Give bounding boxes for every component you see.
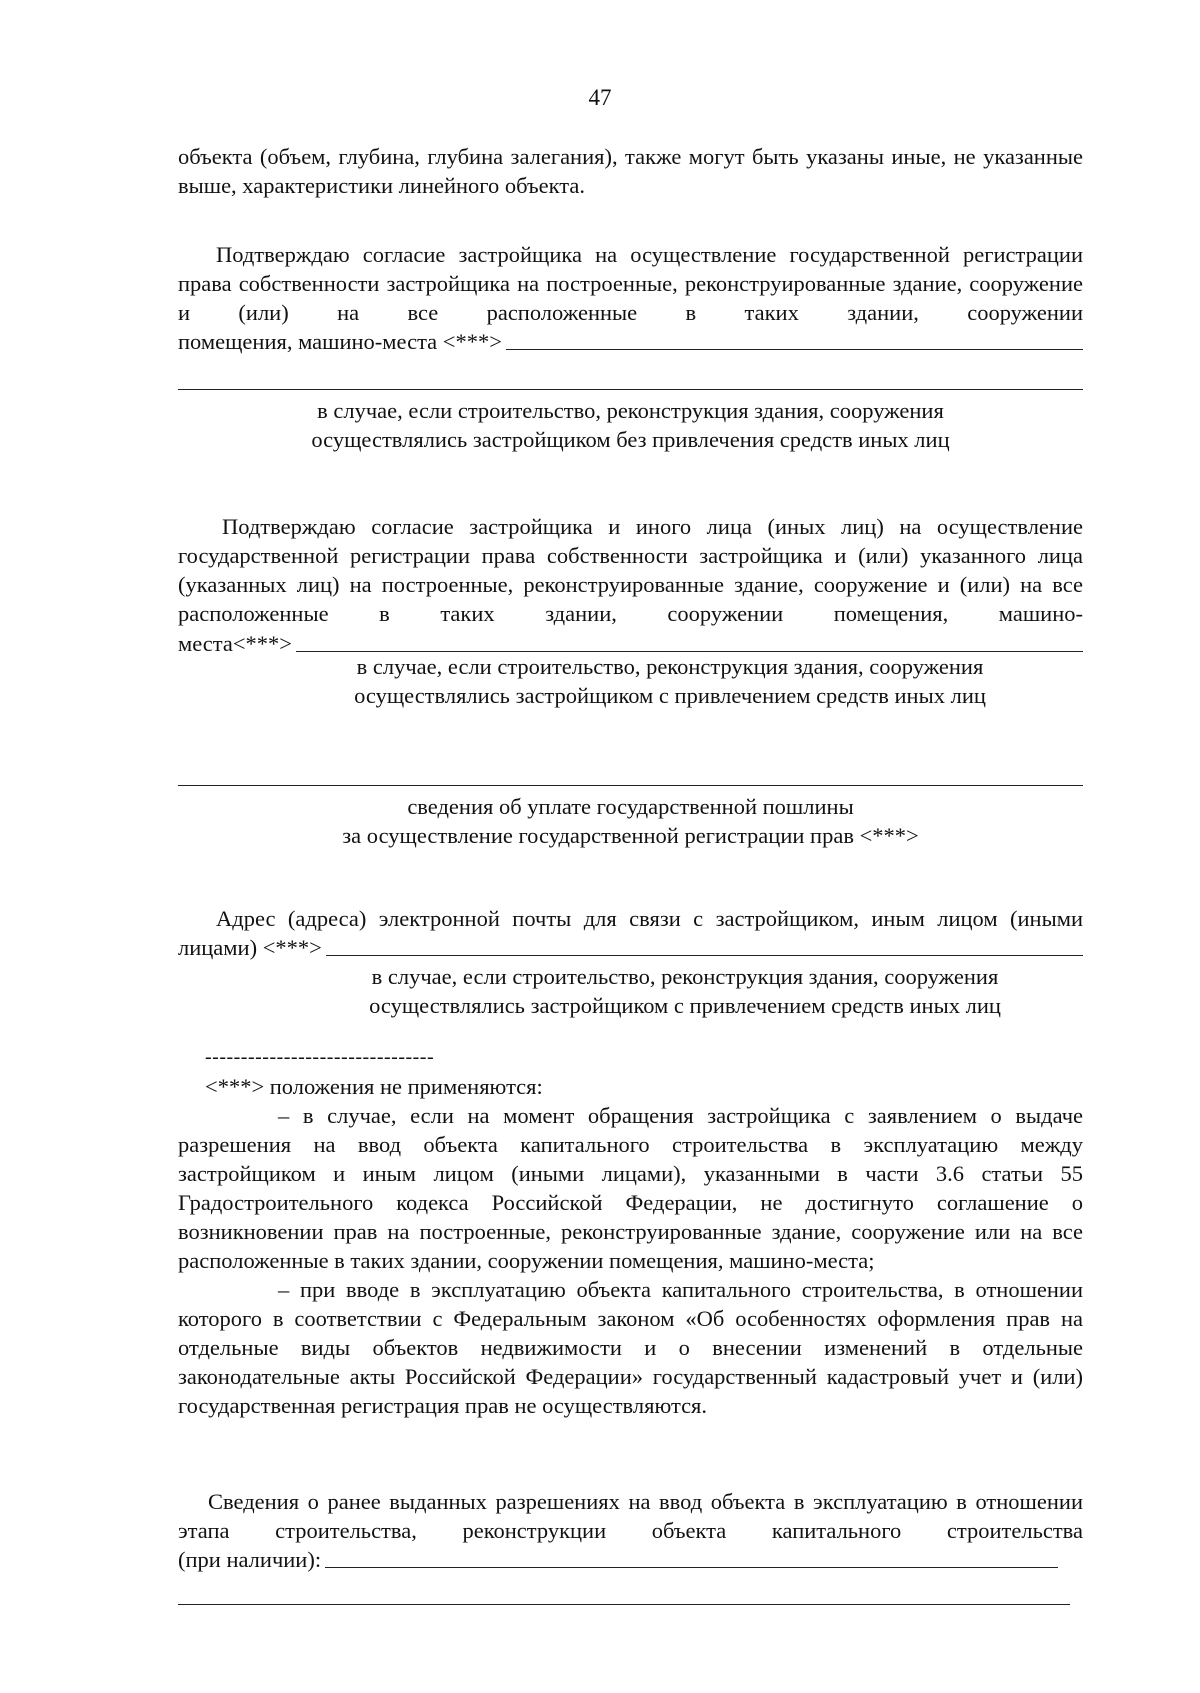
footnote-item-1: – в случае, если на момент обращения застройщика с заявлением о выдаче разрешения на ввод объекта капитального строительства в эксплуатацию между застройщиком и иным лицом (иными лицами), указанными в части 3.6 статьи 55 Градостроительного кодекса Российской Федерации, не достигнуто соглашение о возникновении прав на построенные, реконструированные здание, сооружение или на все расположенные в таких здании, сооружении помещения, машино-места; (178, 1103, 1083, 1273)
email-caption-line-1: в случае, если строительство, реконструкция здания, сооружения (371, 964, 999, 989)
paragraph-continuation: объекта (объем, глубина, глубина залегания), также могут быть указаны иные, не указанные выше, характеристики линейного объекта. (178, 144, 1083, 198)
previous-permits-paragraph: Сведения о ранее выданных разрешениях на ввод объекта в эксплуатацию в отношении этапа строительства, реконструкции объекта капитального строительства (178, 1489, 1083, 1543)
consent-owner-fill-line[interactable] (506, 349, 1083, 350)
footnote-heading: <***> положения не применяются: (205, 1074, 543, 1099)
previous-permits-fill-line[interactable] (325, 1567, 1058, 1568)
consent-other-caption (250, 652, 1090, 710)
email-last-line (178, 933, 1083, 962)
consent-owner-caption-line-2: осуществлялись застройщиком без привлечения средств иных лиц (311, 427, 950, 452)
fee-caption-line-1: сведения об уплате государственной пошлины (407, 794, 854, 819)
footnote-item-2: – при вводе в эксплуатацию объекта капитального строительства, в отношении которого в соответствии с Федеральным законом «Об особенностях оформления прав на отдельные виды объектов недвижимости и о внесении изменений в отдельные законодательные акты Российской Федерации» государственный кадастровый учет и (или) государственная регистрация прав не осуществляются. (178, 1277, 1083, 1418)
previous-permits-last-label: (при наличии): (178, 1547, 322, 1572)
consent-owner-caption (178, 396, 1083, 454)
footnote-separator: -------------------------------- (205, 1046, 435, 1068)
email-caption-line-2: осуществлялись застройщиком с привлечением средств иных лиц (369, 993, 1001, 1018)
email-fill-line[interactable] (326, 955, 1083, 956)
consent-owner-caption-line-1: в случае, если строительство, реконструкция здания, сооружения (317, 398, 944, 423)
consent-other-last-label: места<***> (178, 631, 292, 656)
consent-other-paragraph: Подтверждаю согласие застройщика и иного лица (иных лиц) на осуществление государственной регистрации права собственности застройщика и (или) указанного лица (указанных лиц) на построенные, реконструированные здание, сооружение и (или) на все расположенные в таких здании, сооружении помещения, машино- (178, 514, 1083, 626)
email-last-label: лицами) <***> (178, 935, 322, 960)
consent-other-caption-line-2: осуществлялись застройщиком с привлечением средств иных лиц (354, 683, 986, 708)
fee-underline[interactable] (178, 785, 1083, 786)
email-caption (280, 962, 1090, 1020)
consent-owner-paragraph: Подтверждаю согласие застройщика на осуществление государственной регистрации права собственности застройщика на построенные, реконструированные здание, сооружение и (или) на все расположенные в таких здании, сооружении (178, 242, 1083, 325)
consent-owner-last-line (178, 327, 1083, 356)
page-number: 47 (588, 85, 612, 110)
consent-other-caption-line-1: в случае, если строительство, реконструкция здания, сооружения (356, 654, 984, 679)
fee-caption (178, 792, 1083, 850)
consent-owner-underline[interactable] (178, 389, 1083, 390)
fee-caption-line-2: за осуществление государственной регистрации прав <***> (342, 823, 919, 848)
previous-permits-underline[interactable] (178, 1604, 1070, 1605)
previous-permits-last-line (178, 1545, 1058, 1574)
email-paragraph: Адрес (адреса) электронной почты для связи с застройщиком, иным лицом (иными (216, 906, 1083, 931)
consent-owner-last-label: помещения, машино-места <***> (178, 329, 502, 354)
